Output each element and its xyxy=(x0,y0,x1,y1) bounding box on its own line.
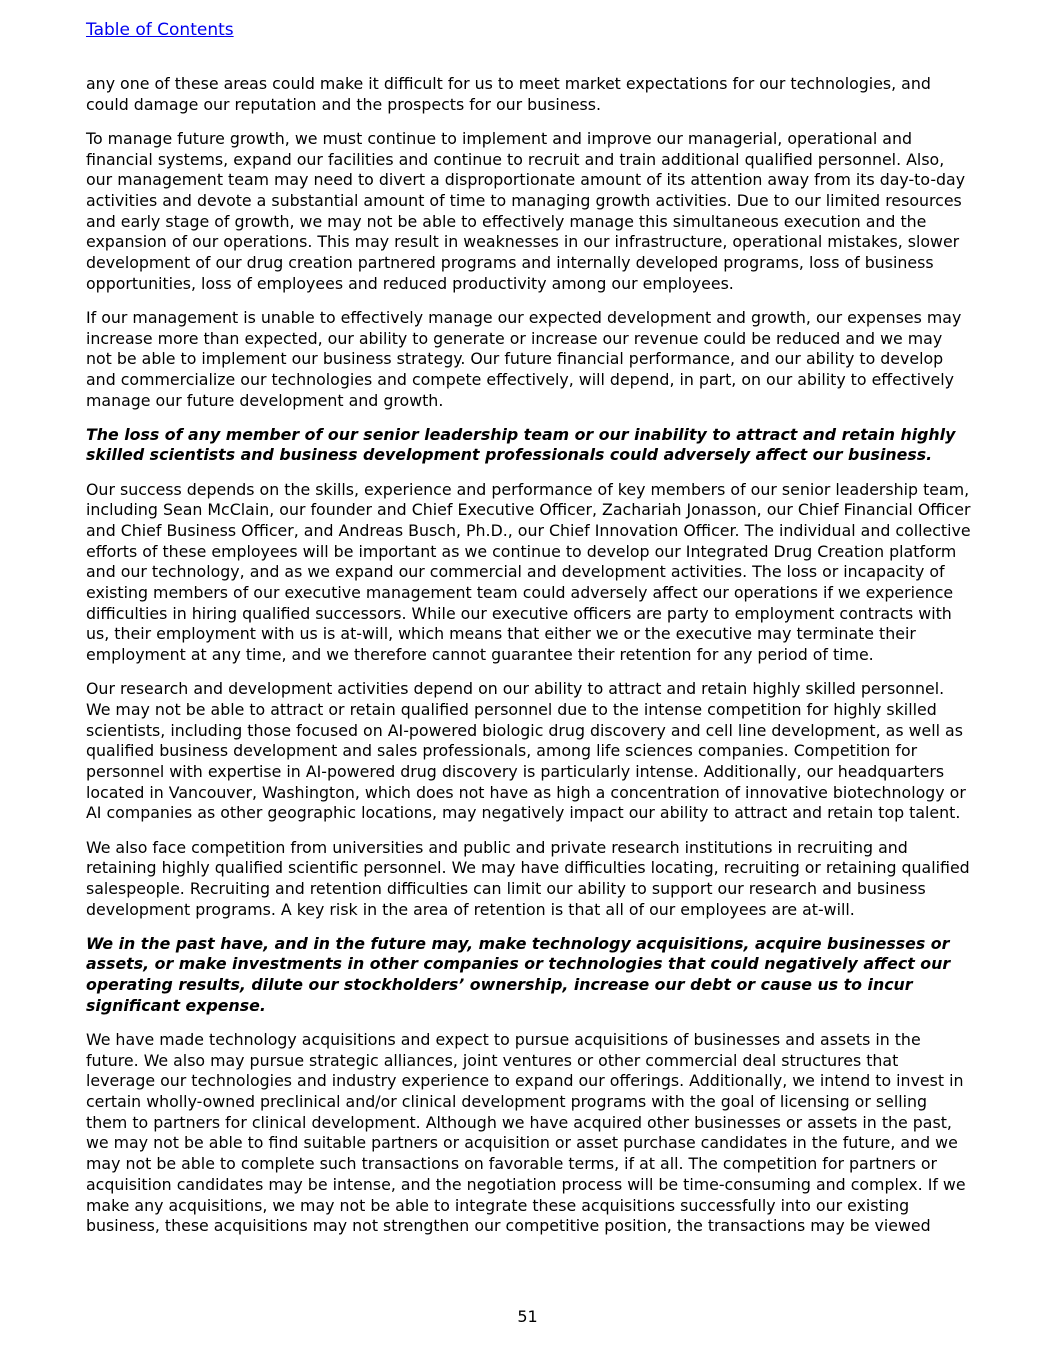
page-header xyxy=(86,18,972,42)
risk-heading-senior-leadership: The loss of any member of our senior leadership team or our inability to attract and retain highly skilled scientists and business development professionals could adversely affect our business. xyxy=(86,424,956,465)
document-body xyxy=(86,74,972,1250)
risk-heading-acquisitions: We in the past have, and in the future may, make technology acquisitions, acquire businesses or assets, or make investments in other companies or technologies that could negatively affect our operating results, dilute our stockholders’ ownership, increase our debt or cause us to incur significant expense. xyxy=(86,933,951,1015)
paragraph-success-depends: Our success depends on the skills, experience and performance of key members of our senior leadership team, including Sean McClain, our founder and Chief Executive Officer, Zachariah Jonasson, our Chief Financial Officer and Chief Business Officer, and Andreas Busch, Ph.D., our Chief Innovation Officer. The individual and collective efforts of these employees will be important as we continue to develop our Integrated Drug Creation platform and our technology, and as we expand our commercial and development activities. The loss or incapacity of existing members of our executive management team could adversely affect our operations if we experience difficulties in hiring qualified successors. While our executive officers are party to employment contracts with us, their employment with us is at-will, which means that either we or the executive may terminate their employment at any time, and we therefore cannot guarantee their retention for any period of time. xyxy=(86,479,971,665)
paragraph-management-unable: If our management is unable to effectively manage our expected development and growth, our expenses may increase more than expected, our ability to generate or increase our revenue could be reduced and we may not be able to implement our business strategy. Our future financial performance, and our ability to develop and commercialize our technologies and compete effectively, will depend, in part, on our ability to effectively manage our future development and growth. xyxy=(86,307,962,410)
paragraph-manage-growth: To manage future growth, we must continue to implement and improve our managerial, operational and financial systems, expand our facilities and continue to recruit and train additional qualified personnel. Also, our management team may need to divert a disproportionate amount of its attention away from its day-to-day activities and devote a substantial amount of time to managing growth activities. Due to our limited resources and early stage of growth, we may not be able to effectively manage this simultaneous execution and the expansion of our operations. This may result in weaknesses in our infrastructure, operational mistakes, slower development of our drug creation partnered programs and internally developed programs, loss of business opportunities, loss of employees and reduced productivity among our employees. xyxy=(86,128,966,293)
paragraph-research-development: Our research and development activities depend on our ability to attract and retain highly skilled personnel. We may not be able to attract or retain qualified personnel due to the intense competition for highly skilled scientists, including those focused on AI-powered biologic drug discovery and cell line development, as well as qualified business development and sales professionals, among life sciences companies. Competition for personnel with expertise in AI-powered drug discovery is particularly intense. Additionally, our headquarters located in Vancouver, Washington, which does not have as high a concentration of innovative biotechnology or AI companies as other geographic locations, may negatively impact our ability to attract and retain top talent. xyxy=(86,679,966,823)
table-of-contents-link[interactable]: Table of Contents xyxy=(86,20,234,40)
paragraph-technology-acquisitions: We have made technology acquisitions and expect to pursue acquisitions of businesses and assets in the future. We also may pursue strategic alliances, joint ventures or other commercial deal structures that leverage our technologies and industry experience to expand our offerings. Additionally, we intend to invest in certain wholly-owned preclinical and/or clinical development programs with the goal of licensing or selling them to partners for clinical development. Although we have acquired other businesses or assets in the past, we may not be able to find suitable partners or acquisition or asset purchase candidates in the future, and we may not be able to complete such transactions on favorable terms, if at all. The competition for partners or acquisition candidates may be intense, and the negotiation process will be time-consuming and complex. If we make any acquisitions, we may not be able to integrate these acquisitions successfully into our existing business, these acquisitions may not strengthen our competitive position, the transactions may be viewed xyxy=(86,1029,966,1236)
paragraph-competition-universities: We also face competition from universities and public and private research institutions in recruiting and retaining highly qualified scientific personnel. We may have difficulties locating, recruiting or retaining qualified salespeople. Recruiting and retention difficulties can limit our ability to support our research and business development programs. A key risk in the area of retention is that all of our employees are at-will. xyxy=(86,837,970,919)
paragraph-market-expectations: any one of these areas could make it difficult for us to meet market expectations for our technologies, and could damage our reputation and the prospects for our business. xyxy=(86,74,931,114)
page-number: 51 xyxy=(517,1307,538,1326)
